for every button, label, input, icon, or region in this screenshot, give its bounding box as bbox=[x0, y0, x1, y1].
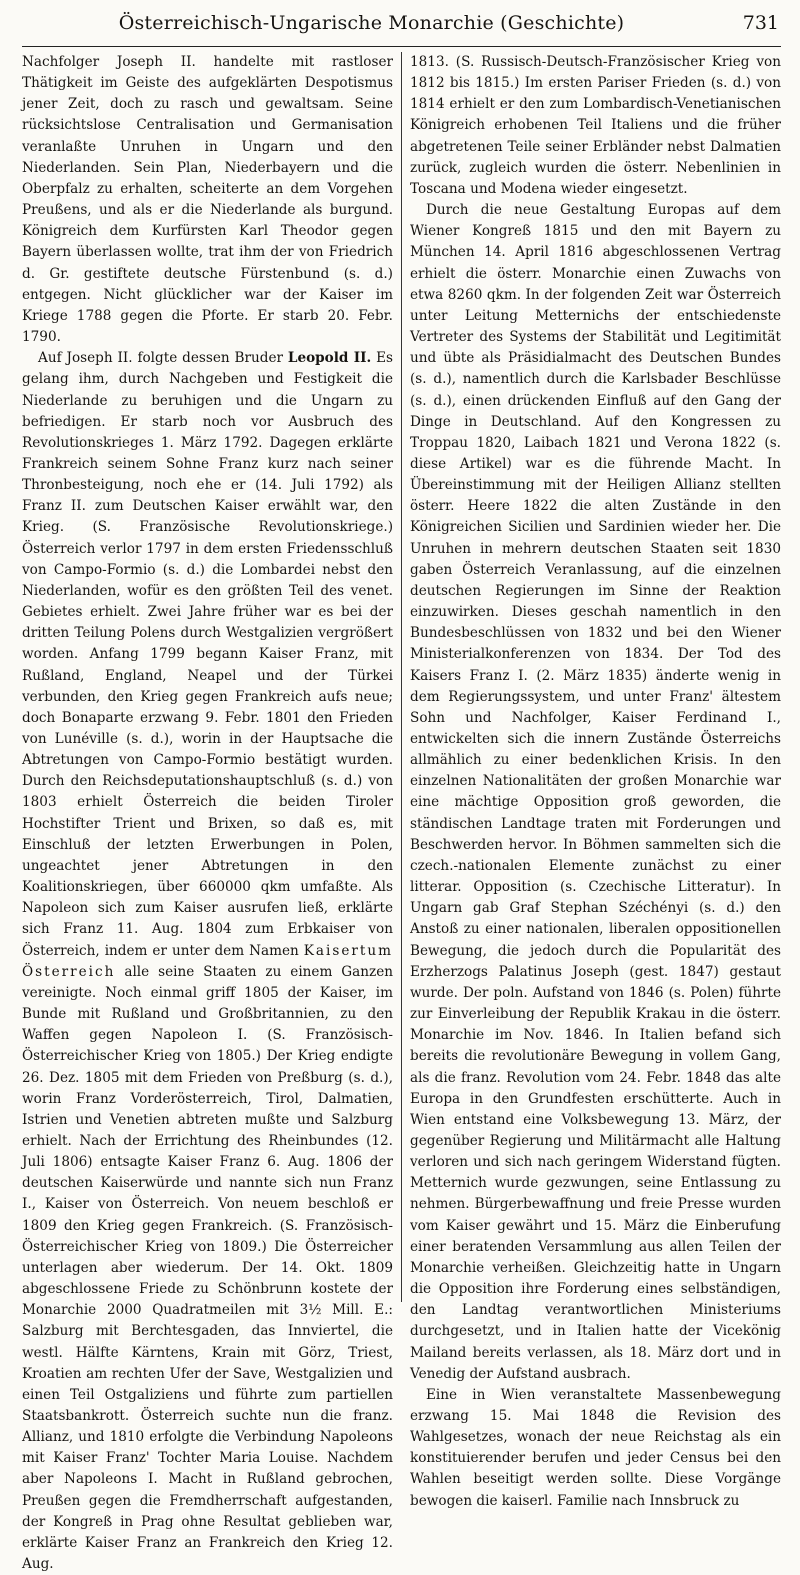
spaced-term-kaisertum: Kaisertum Österreich bbox=[22, 942, 393, 980]
page-header bbox=[22, 10, 781, 47]
text-run: alle seine Staaten zu einem Ganzen vereinigte. Noch einmal griff 1805 der Kaiser, im Bunde mit Rußland und Großbritannien, zu den Waffen gegen Napoleon I. (S. Französisch-Österreichischer Krieg von 1805.) Der Krieg endigte 26. Dez. 1805 mit dem Frieden von Preßburg (s. d.), worin Franz Vorderösterreich, Tirol, Dalmatien, Istrien und Venetien abtreten mußte und Salzburg erhielt. Nach der Errichtung des Rheinbundes (12. Juli 1806) entsagte Kaiser Franz 6. Aug. 1806 der deutschen Kaiserwürde und nannte sich nun Franz I., Kaiser von Österreich. Von neuem beschloß er 1809 den Krieg gegen Frankreich. (S. Französisch-Österreichischer Krieg von 1809.) Die Österreicher unterlagen aber wiederum. Der 14. Okt. 1809 abgeschlossene Friede zu Schönbrunn kostete der Monarchie 2000 Quadratmeilen mit 3½ Mill. E.: Salzburg mit Berchtesgaden, das Innviertel, die westl. Hälfte Kärntens, Krain mit Görz, Triest, Kroatien am rechten Ufer der Save, Westgalizien und einen Teil Ostgaliziens und führte zum partiellen Staatsbankrott. Österreich suchte nun die franz. Allianz, und 1810 erfolgte die Verbindung Napoleons mit Kaiser Franz' Tochter Maria Louise. Nachdem aber Napoleons I. Macht in Rußland gebrochen, Preußen gegen die Fremdherrschaft aufgestanden, der Kongreß in Prag ohne Resultat geblieben war, erklärte Kaiser Franz an Frankreich den Krieg 12. Aug. bbox=[22, 963, 393, 1573]
text-columns bbox=[22, 52, 781, 1573]
text-run: Auf Joseph II. folgte dessen Bruder bbox=[38, 350, 288, 367]
text-run: Es gelang ihm, durch Nachgeben und Festigkeit die Niederlande zu beruhigen und die Ungarn zu befriedigen. Er starb noch vor Ausbruch des Revolutionskrieges 1. März 1792. Dagegen erklärte Frankreich seinem Sohne Franz kurz nach seiner Thronbesteigung, noch ehe er (14. Juli 1792) als Franz II. zum Deutschen Kaiser erwählt war, den Krieg. (S. Französische Revolutionskriege.) Österreich verlor 1797 in dem ersten Friedensschluß von Campo-Formio (s. d.) die Lombardei nebst den Niederlanden, wofür es den größten Teil des venet. Gebietes erhielt. Zwei Jahre früher war es bei der dritten Teilung Polens durch Westgalizien vergrößert worden. Anfang 1799 begann Kaiser Franz, mit Rußland, England, Neapel und der Türkei verbunden, den Krieg gegen Frankreich aufs neue; doch Bonaparte erzwang 9. Febr. 1801 den Frieden von Lunéville (s. d.), worin in der Hauptsache die Abtretungen von Campo-Formio bestätigt wurden. Durch den Reichsdeputationshauptschluß (s. d.) von 1803 erhielt Österreich die beiden Tiroler Hochstifter Trient und Brixen, so daß es, mit Einschluß der letzten Erwerbungen in Polen, ungeachtet jener Abtretungen in den Koalitionskriegen, über 660000 qkm umfaßte. Als Napoleon sich zum Kaiser ausrufen ließ, erklärte sich Franz 11. Aug. 1804 zum Erbkaiser von Österreich, indem er unter dem Namen bbox=[22, 350, 393, 959]
paragraph-massenbewegung: Eine in Wien veranstaltete Massenbewegung erzwang 15. Mai 1848 die Revision des Wahlgesetzes, wonach der neue Reichstag als ein konstituierender berufen und jeder Census bei den Wahlen beseitigt werden sollte. Diese Vorgänge bewogen die kaiserl. Familie nach Innsbruck zu bbox=[410, 1386, 781, 1509]
paragraph-leopold-franz bbox=[22, 348, 393, 1575]
bold-name-leopold: Leopold II. bbox=[287, 350, 372, 367]
page-number: 731 bbox=[742, 12, 779, 34]
left-column bbox=[22, 52, 401, 1573]
right-column bbox=[401, 52, 781, 1509]
paragraph-1813: 1813. (S. Russisch-Deutsch-Französischer Krieg von 1812 bis 1815.) Im ersten Pariser Frieden (s. d.) von 1814 erhielt er den zum Lombardisch-Venetianischen Königreich erhobenen Teil Italiens und die früher abgetretenen Teile seiner Erbländer nebst Dalmatien zurück, zugleich wurden die österr. Nebenlinien in Toscana und Modena wieder eingesetzt. bbox=[410, 54, 781, 197]
paragraph-joseph-ii: Nachfolger Joseph II. handelte mit rastloser Thätigkeit im Geiste des aufgeklärten Despotismus jener Zeit, doch zu rasch und gewaltsam. Seine rücksichtslose Centralisation und Germanisation veranlaßte Unruhen in Ungarn und den Niederlanden. Sein Plan, Niederbayern und die Oberpfalz zu erhalten, scheiterte an dem Vorgehen Preußens, und als er die Niederlande als burgund. Königreich dem Kurfürsten Karl Theodor gegen Bayern überlassen wollte, trat ihm der von Friedrich d. Gr. gestiftete deutsche Fürstenbund (s. d.) entgegen. Nicht glücklicher war der Kaiser im Kriege 1788 gegen die Pforte. Er starb 20. Febr. 1790. bbox=[22, 54, 393, 346]
paragraph-wiener-kongress: Durch die neue Gestaltung Europas auf dem Wiener Kongreß 1815 und den mit Bayern zu München 14. April 1816 abgeschlossenen Vertrag erhielt die österr. Monarchie einen Zuwachs von etwa 8260 qkm. In der folgenden Zeit war Österreich unter Leitung Metternichs der entschiedenste Vertreter des Systems der Stabilität und Legitimität und übte als Präsidialmacht des Deutschen Bundes (s. d.), namentlich durch die Karlsbader Beschlüsse (s. d.), einen drückenden Einfluß auf den Gang der Dinge in Deutschland. Auf den Kongressen zu Troppau 1820, Laibach 1821 und Verona 1822 (s. diese Artikel) war es die führende Macht. In Übereinstimmung mit der Heiligen Allianz stellten österr. Heere 1822 die alten Zustände in den Königreichen Sicilien und Sardinien wieder her. Die Unruhen in mehrern deutschen Staaten seit 1830 gaben Österreich Veranlassung, auf die einzelnen deutschen Regierungen im Sinne der Reaktion einzuwirken. Dieses geschah namentlich in den Bundesbeschlüssen von 1832 und bei den Wiener Ministerialkonferenzen von 1834. Der Tod des Kaisers Franz I. (2. März 1835) änderte wenig in dem Regierungssystem, und unter Franz' ältestem Sohn und Nachfolger, Kaiser Ferdinand I., entwickelten sich die innern Zustände Österreichs allmählich zu einer bedenklichen Krisis. In den einzelnen Nationalitäten der großen Monarchie war eine mächtige Opposition groß geworden, die ständischen Landtage traten mit Forderungen und Beschwerden hervor. In Böhmen sammelten sich die czech.-nationalen Elemente zunächst zu einer litterar. Opposition (s. Czechische Litteratur). In Ungarn gab Graf Stephan Széchényi (s. d.) den Anstoß zu einer nationalen, liberalen oppositionellen Bewegung, die jedoch durch die Popularität des Erzherzogs Palatinus Joseph (gest. 1847) gestaut wurde. Der poln. Aufstand von 1846 (s. Polen) führte zur Einverleibung der Republik Krakau in die österr. Monarchie im Nov. 1846. In Italien befand sich bereits die revolutionäre Bewegung in vollem Gang, als die franz. Revolution vom 24. Febr. 1848 das alte Europa in den Grundfesten erschütterte. Auch in Wien entstand eine Volksbewegung 13. März, der gegenüber Regierung und Militärmacht alle Haltung verloren und sich nach geringem Widerstand fügten. Metternich wurde gezwungen, seine Entlassung zu nehmen. Bürgerbewaffnung und freie Presse wurden vom Kaiser gewährt und 15. März die Einberufung einer beratenden Versammlung aus allen Teilen der Monarchie verheißen. Gleichzeitig hatte in Ungarn die Opposition ihre Forderung eines selbständigen, den Landtag verantwortlichen Ministeriums durchgesetzt, und in Italien hatte der Vicekönig Mailand bereits verlassen, als 18. März dort und in Venedig der Aufstand ausbrach. bbox=[410, 202, 781, 1382]
running-title: Österreichisch-Ungarische Monarchie (Geschichte) bbox=[118, 12, 625, 34]
